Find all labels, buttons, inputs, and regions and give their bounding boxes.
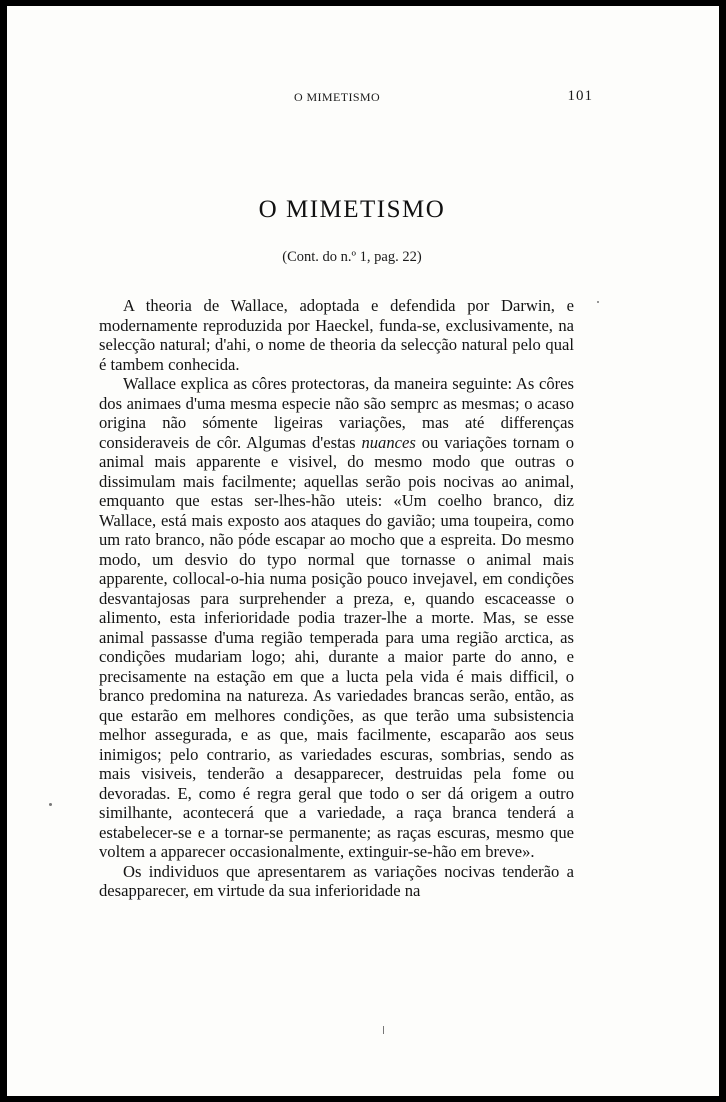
paragraph-2-rest: ou variações tornam o animal mais apparente e visivel, do mesmo modo que outras o dissimulam mais facilmente; aquellas serão pois nocivas ao animal, emquanto que estas ser-lhes-hão uteis: «Um coelho branco, diz Wallace, está mais exposto aos ataques do gavião; uma toupeira, como um rato branco, não póde escapar ao mocho que a espreita. Do mesmo modo, um desvio do typo normal que tornasse o animal mais apparente, collocal-o-hia numa posição pouco invejavel, em condições desvantajosas para surprehender a preza, e, quando escaceasse o alimento, esta inferioridade podia trazer-lhe a morte. Mas, se esse animal passasse d'uma região temperada para uma região arctica, as condições mudariam logo; ahi, durante a maior parte do anno, e precisamente na estação em que a lucta pela vida é mais difficil, o branco predomina na natureza. As variedades brancas serão, então, as que estarão em melhores condições, as que terão uma subsistencia melhor assegurada, e as que, mais facilmente, escaparão aos seus inimigos; pelo contrario, as variedades escuras, sombrias, sendo as mais visiveis, tenderão a desapparecer, destruidas pela fome ou devoradas. E, como é regra geral que todo o ser dá origem a outro similhante, acontecerá que a variedade, a raça branca tenderá a estabelecer-se e a tornar-se permanente; as raças escuras, mesmo que voltem a apparecer occasionalmente, extinguir-se-hão em breve». (99, 432, 574, 861)
book-page (7, 6, 719, 1096)
paragraph-1: A theoria de Wallace, adoptada e defendida por Darwin, e modernamente reproduzida por Haeckel, funda-se, exclusivamente, na selecção natural; d'ahi, o nome de theoria da selecção natural pelo qual é tambem conhecida. (99, 296, 574, 374)
running-head (111, 90, 605, 112)
article-body (99, 296, 574, 901)
print-speck (597, 301, 599, 303)
print-speck (49, 803, 52, 806)
paragraph-3: Os individuos que apresentarem as variações nocivas tenderão a desapparecer, em virtude da sua inferioridade na (99, 861, 574, 900)
italic-term: nuances (361, 432, 416, 452)
running-title: O MIMETISMO (294, 90, 381, 104)
continuation-note: (Cont. do n.º 1, pag. 22) (282, 249, 422, 265)
page-number: 101 (567, 88, 593, 104)
print-speck (383, 1026, 384, 1034)
paragraph-2-start: Wallace explica as côres protectoras, da maneira seguinte: As côres dos animaes d'uma mesma especie não são semprc as mesmas; o acaso origina não sómente ligeiras variações, mas até differenças consideraveis de côr. Algumas d'estas (99, 374, 574, 452)
paragraph-2 (99, 374, 574, 862)
article-title: O MIMETISMO (258, 196, 446, 223)
